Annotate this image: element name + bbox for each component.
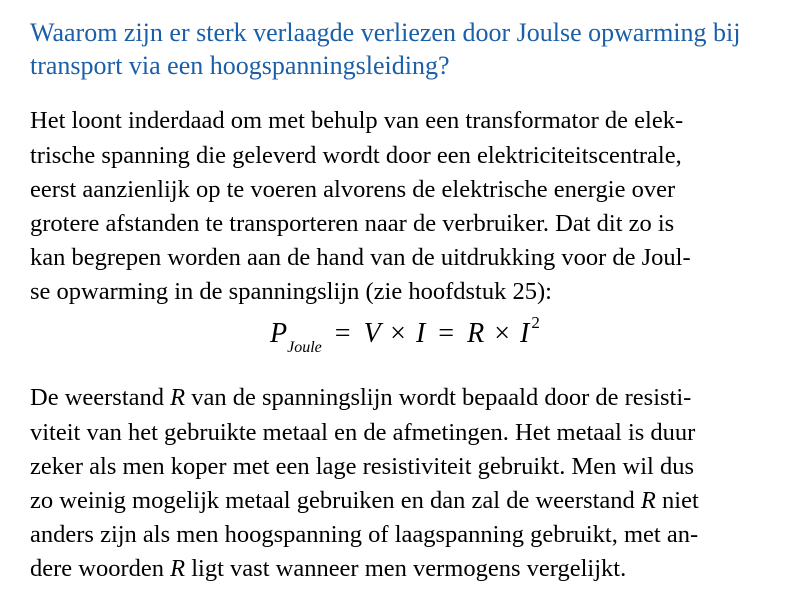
formula-subscript: Joule <box>287 339 322 356</box>
formula-resistance-symbol: R <box>467 318 485 349</box>
paragraph-2-line <box>30 554 770 584</box>
formula-equals: = <box>334 318 351 349</box>
question-heading <box>30 16 780 82</box>
text-span: van de spanningslijn wordt bepaald door de resisti- <box>185 384 692 411</box>
text-span: zo weinig mogelijk metaal gebruiken en dan zal de weerstand <box>30 487 641 514</box>
formula-equals: = <box>438 318 455 349</box>
formula-current-symbol: I <box>415 318 426 349</box>
paragraph-2-line: viteit van het gebruikte metaal en de afmetingen. Het metaal is duur <box>30 419 696 446</box>
text-span: dere woorden <box>30 555 171 582</box>
paragraph-1-line: grotere afstanden te transporteren naar de verbruiker. Dat dit zo is <box>30 210 675 237</box>
formula-superscript: 2 <box>531 313 540 332</box>
formula-power-symbol: P <box>270 318 288 349</box>
resistance-symbol: R <box>640 487 656 514</box>
formula-times: × <box>390 318 406 349</box>
paragraph-1-line: se opwarming in de spanningslijn (zie hoofdstuk 25): <box>30 278 552 305</box>
question-line-2: transport via een hoogspanningsleiding? <box>30 51 450 80</box>
formula-times: × <box>494 318 510 349</box>
formula-voltage-symbol: V <box>363 318 381 349</box>
paragraph-2-line: anders zijn als men hoogspanning of laagspanning gebruikt, met an- <box>30 521 699 548</box>
resistance-symbol: R <box>170 384 186 411</box>
paragraph-2-line: zeker als men koper met een lage resistiviteit gebruikt. Men wil dus <box>30 453 695 480</box>
paragraph-2-line <box>30 486 770 516</box>
text-span: De weerstand <box>30 384 171 411</box>
joule-formula <box>270 313 590 366</box>
paragraph-1-line: eerst aanzienlijk op te voeren alvorens de elektrische energie over <box>30 176 676 203</box>
paragraph-2-line <box>30 383 770 413</box>
paragraph-1-line: trische spanning die geleverd wordt door een elektriciteitscentrale, <box>30 142 682 169</box>
formula-current-symbol: I <box>520 318 530 349</box>
paragraph-1-line: Het loont inderdaad om met behulp van een transformator de elek- <box>30 107 684 134</box>
paragraph-1-line: kan begrepen worden aan de hand van de uitdrukking voor de Joul- <box>30 244 691 271</box>
text-span: niet <box>655 487 699 514</box>
question-line-1: Waarom zijn er sterk verlaagde verliezen door Joulse opwarming bij <box>30 18 741 47</box>
text-span: ligt vast wanneer men vermogens vergelijkt. <box>185 555 627 582</box>
resistance-symbol: R <box>170 555 186 582</box>
